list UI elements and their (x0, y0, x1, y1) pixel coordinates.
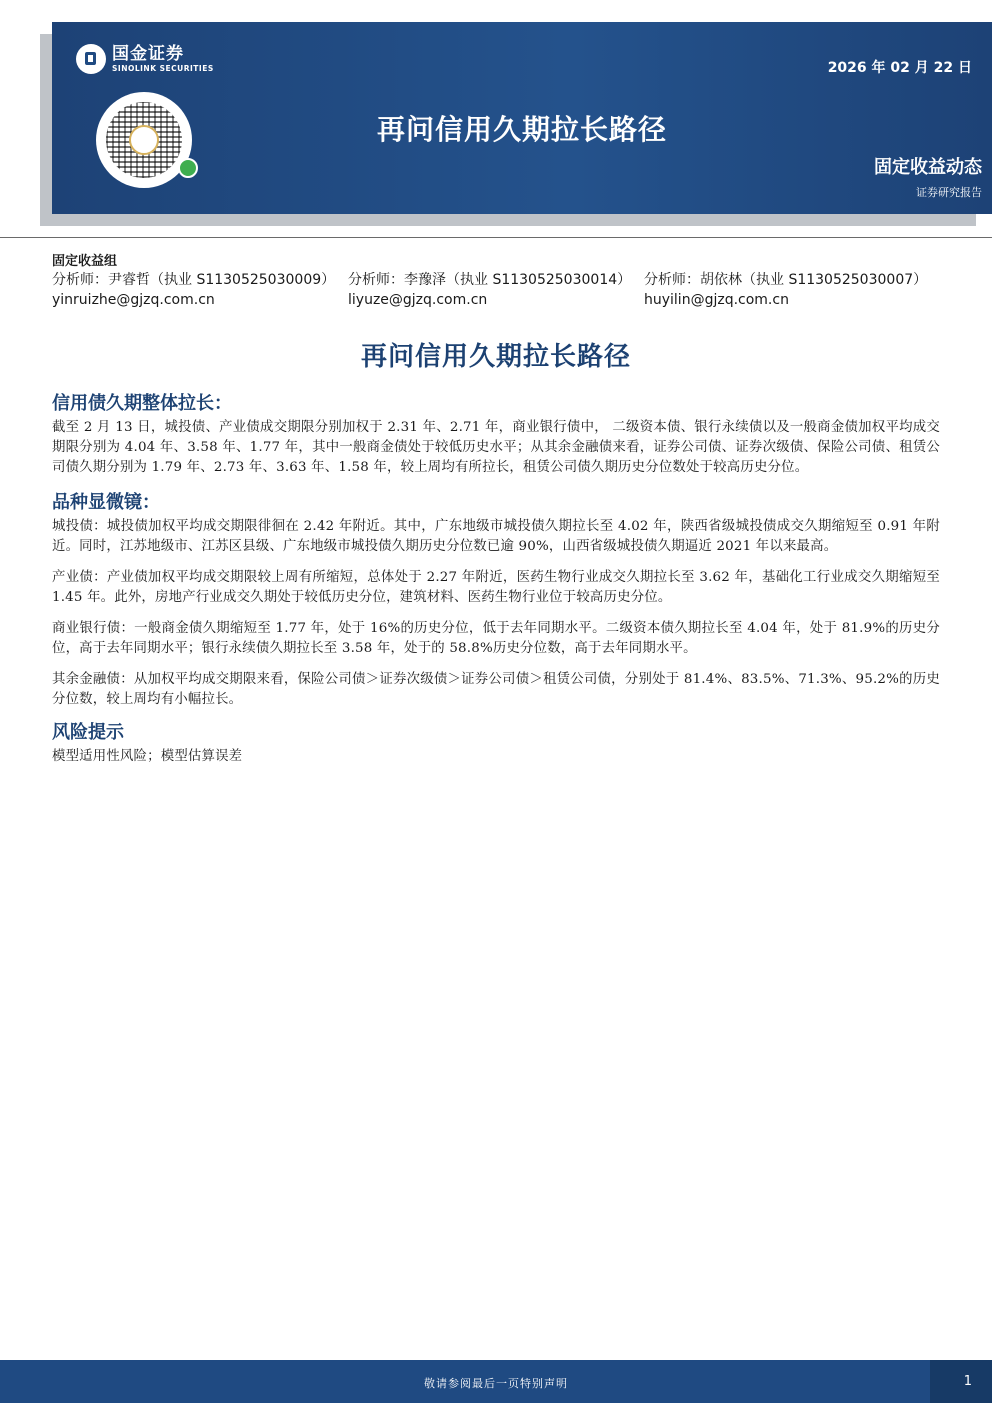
analyst-credential: 分析师：李豫泽（执业 S1130525030014） (348, 272, 632, 288)
section-heading: 信用债久期整体拉长： (52, 393, 232, 414)
section-paragraph: 模型适用性风险；模型估算误差 (52, 749, 243, 764)
document-title: 再问信用久期拉长路径 (360, 342, 631, 372)
analyst-email[interactable]: huyilin@gjzq.com.cn (644, 292, 789, 308)
analyst-credential: 分析师：胡依林（执业 S1130525030007） (644, 272, 928, 288)
header-divider (0, 237, 992, 238)
report-category: 固定收益动态 (874, 157, 982, 178)
company-logo (76, 44, 214, 74)
section-risk-warning (52, 721, 940, 767)
report-date: 2026 年 02 月 22 日 (827, 60, 972, 76)
logo-name-cn: 国金证券 (112, 44, 184, 64)
section-duration-overview (52, 392, 940, 478)
analyst-credential: 分析师：尹睿哲（执业 S1130525030009） (52, 272, 336, 288)
report-type: 证券研究报告 (916, 186, 982, 199)
banner-title: 再问信用久期拉长路径 (376, 113, 667, 146)
analyst-3 (644, 270, 927, 310)
page-number: 1 (930, 1360, 992, 1403)
section-variety-microscope (52, 491, 940, 710)
analyst-email[interactable]: yinruizhe@gjzq.com.cn (52, 292, 215, 308)
section-paragraph: 城投债：城投债加权平均成交期限徘徊在 2.42 年附近。其中，广东地级市城投债久期拉长至 4.02 年，陕西省级城投债成交久期缩短至 0.91 年附近。同时，江苏地级市、江苏区县级、广东地级市城投债久期历史分位数已逾 90%，山西省级城投债久期逼近 2021 年以来最高。 (52, 519, 940, 554)
logo-name-en: SINOLINK SECURITIES (112, 64, 214, 73)
section-paragraph: 其余金融债：从加权平均成交期限来看，保险公司债＞证券次级债＞证券公司债＞租赁公司债，分别处于 81.4%、83.5%、71.3%、95.2%的历史分位数，较上周均有小幅拉长。 (52, 672, 940, 707)
report-body (52, 392, 940, 778)
report-banner (52, 22, 992, 214)
analyst-2 (348, 270, 631, 310)
team-name: 固定收益组 (52, 254, 118, 269)
section-paragraph: 截至 2 月 13 日，城投债、产业债成交期限分别加权于 2.31 年、2.71 年，商业银行债中， 二级资本债、银行永续债以及一般商金债加权平均成交期限分别为 4.04 年、3.58 年、1.77 年，其中一般商金债处于较低历史水平；从其余金融债来看，证券公司债、证券次级债、保险公司债、租赁公司债久期分别为 1.79 年、2.73 年、3.63 年、1.58 年，较上周均有所拉长，租赁公司债久期历史分位数处于较高历史分位。 (52, 420, 940, 475)
page-footer (0, 1360, 992, 1403)
logo-icon (76, 44, 106, 74)
section-heading: 风险提示 (52, 722, 124, 743)
section-paragraph: 产业债：产业债加权平均成交期限较上周有所缩短，总体处于 2.27 年附近，医药生物行业成交久期拉长至 3.62 年，基础化工行业成交久期缩短至 1.45 年。此外，房地产行业成交久期处于较低历史分位，建筑材料、医药生物行业位于较高历史分位。 (52, 570, 940, 605)
analyst-email[interactable]: liyuze@gjzq.com.cn (348, 292, 488, 308)
section-paragraph: 商业银行债：一般商金债久期缩短至 1.77 年，处于 16%的历史分位，低于去年同期水平。二级资本债久期拉长至 4.04 年，处于 81.9%的历史分位，高于去年同期水平；银行永续债久期拉长至 3.58 年，处于的 58.8%历史分位数，高于去年同期水平。 (52, 621, 940, 656)
section-heading: 品种显微镜： (52, 492, 160, 513)
mini-program-icon (178, 158, 198, 178)
analyst-1 (52, 270, 335, 310)
footer-disclaimer: 敬请参阅最后一页特别声明 (424, 1377, 568, 1390)
